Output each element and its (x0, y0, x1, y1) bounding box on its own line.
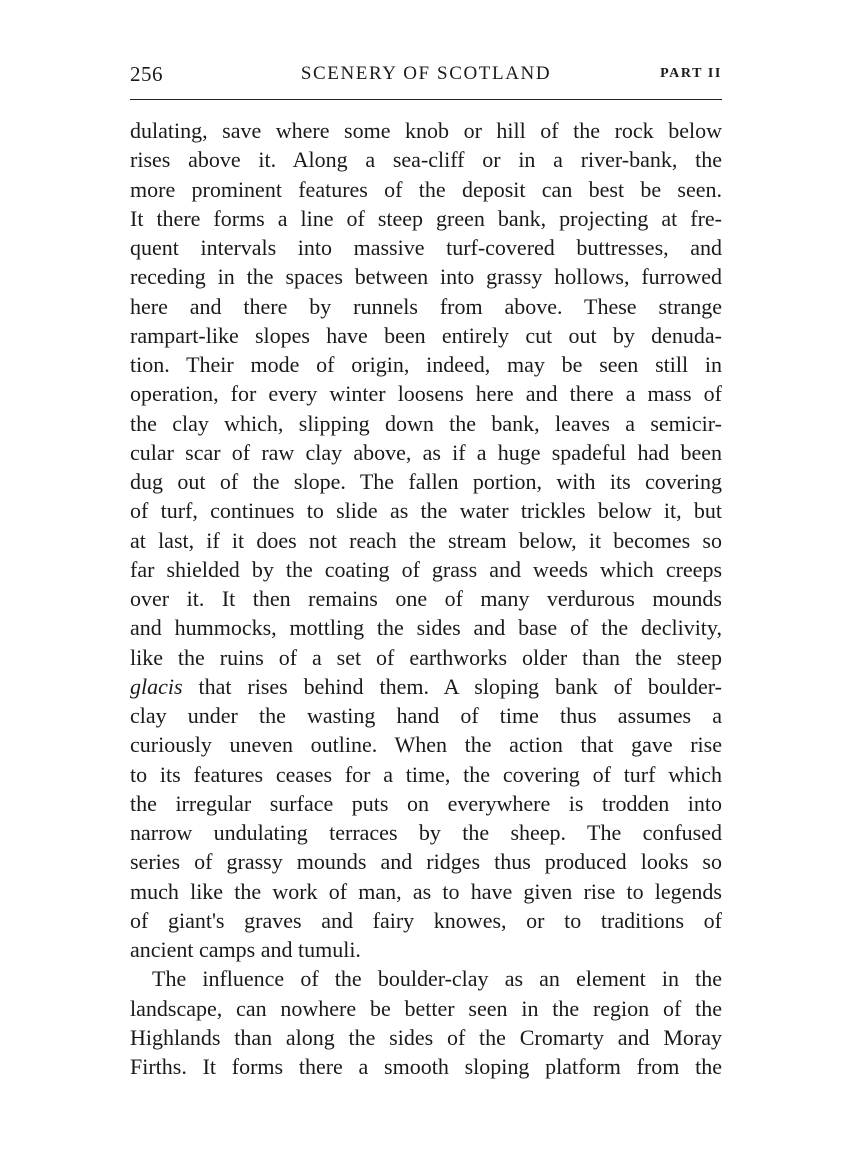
text-line: series of grassy mounds and ridges thus produced looks so (130, 849, 722, 875)
text-line: Highlands than along the sides of the Cromarty and Moray (130, 1024, 722, 1050)
text-line: cular scar of raw clay above, as if a huge spadeful had been (130, 439, 722, 465)
text-line: at last, if it does not reach the stream below, it becomes so (130, 527, 722, 553)
text-line: tion. Their mode of origin, indeed, may be seen still in (130, 352, 722, 377)
text-line: dug out of the slope. The fallen portion, with its covering (130, 469, 722, 494)
body-text (130, 116, 722, 1081)
text-line: operation, for every winter loosens here and there a mass of (130, 381, 722, 407)
text-line: here and there by runnels from above. These strange (130, 293, 722, 319)
text-line: ancient camps and tumuli. (130, 937, 361, 962)
part-label: PART II (660, 66, 722, 81)
text-line: far shielded by the coating of grass and weeds which creeps (130, 556, 722, 582)
running-head (130, 62, 722, 90)
text-line: It there forms a line of steep green bank, projecting at fre- (130, 205, 722, 231)
text-line: Firths. It forms there a smooth sloping platform from the (130, 1054, 722, 1079)
page-number: 256 (130, 62, 163, 86)
italic-term: glacis (130, 673, 183, 699)
text-line: of giant's graves and fairy knowes, or to traditions of (130, 907, 722, 933)
text-line: The influence of the boulder-clay as an element in the (152, 966, 722, 992)
text-line: the irregular surface puts on everywhere is trodden into (130, 790, 722, 816)
text-line: quent intervals into massive turf-covered buttresses, and (130, 235, 722, 260)
text-line: narrow undulating terraces by the sheep. The confused (130, 820, 722, 845)
text-line: rampart-like slopes have been entirely cut out by denuda- (130, 322, 722, 348)
text-line: to its features ceases for a time, the covering of turf which (130, 761, 722, 787)
text-line: glacis that rises behind them. A sloping bank of boulder- (130, 673, 722, 699)
text-line: of turf, continues to slide as the water trickles below it, but (130, 498, 722, 524)
text-line: over it. It then remains one of many verdurous mounds (130, 586, 722, 611)
text-line: much like the work of man, as to have given rise to legends (130, 878, 722, 904)
text-line: curiously uneven outline. When the action that gave rise (130, 732, 722, 758)
text-line: like the ruins of a set of earthworks older than the steep (130, 644, 722, 670)
text-line: and hummocks, mottling the sides and base of the declivity, (130, 615, 722, 641)
text-line: dulating, save where some knob or hill of the rock below (130, 118, 722, 143)
running-title: SCENERY OF SCOTLAND (300, 63, 552, 84)
text-line: clay under the wasting hand of time thus assumes a (130, 703, 722, 728)
text-line: more prominent features of the deposit can best be seen. (130, 176, 722, 202)
text-line: rises above it. Along a sea-cliff or in a river-bank, the (130, 147, 722, 173)
text-line: receding in the spaces between into grassy hollows, furrowed (130, 264, 722, 290)
header-rule (130, 99, 722, 100)
text-line: the clay which, slipping down the bank, leaves a semicir- (130, 410, 722, 436)
text-line: landscape, can nowhere be better seen in the region of the (130, 995, 722, 1021)
